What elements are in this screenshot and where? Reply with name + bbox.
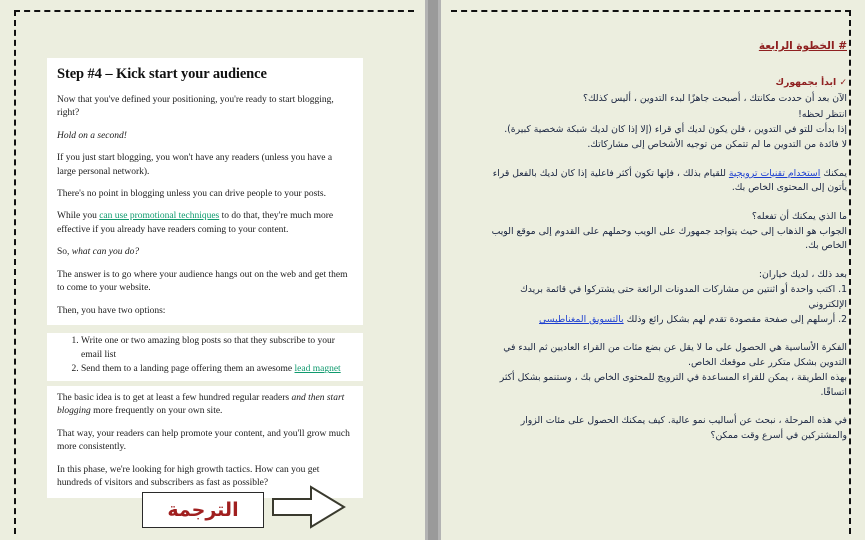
english-paragraph-9-lead: The basic idea is to get at least a few hundred regular readers bbox=[57, 392, 292, 403]
list-item-2-lead: Send them to a landing page offering them an awesome bbox=[81, 364, 295, 375]
english-paragraph-1: Now that you've defined your positioning, you're ready to start blogging, right? bbox=[57, 94, 334, 119]
english-paragraph-10: That way, your readers can help promote your content, and you'll grow much more consistently. bbox=[57, 428, 350, 453]
book-spine-divider bbox=[425, 0, 441, 540]
arabic-gap-2 bbox=[491, 197, 847, 210]
english-paragraph-9-tail: more frequently on your own site. bbox=[90, 406, 223, 417]
promotional-techniques-link[interactable]: can use promotional techniques bbox=[99, 211, 220, 222]
english-paragraph-8: Then, you have two options: bbox=[57, 305, 166, 316]
english-paragraph-6-lead: So, bbox=[57, 247, 72, 258]
arabic-options-intro: بعد ذلك ، لديك خياران: bbox=[758, 268, 847, 280]
arabic-gap-3 bbox=[491, 255, 847, 268]
arabic-page bbox=[441, 0, 865, 540]
english-page bbox=[0, 0, 425, 540]
right-block-arrow-icon bbox=[271, 484, 347, 535]
arabic-gap-1 bbox=[491, 154, 847, 167]
arabic-line-2: انتظر لحظه! bbox=[798, 108, 847, 120]
arabic-promotional-techniques-link[interactable]: استخدام تقنيات ترويجية bbox=[728, 167, 821, 179]
list-item: 1. Write one or two amazing blog posts so that they subscribe to your email list bbox=[81, 335, 353, 362]
arabic-option-2 bbox=[491, 313, 847, 327]
arabic-line-1: الآن بعد أن حددت مكانتك ، أصبحت جاهزًا لبدء التدوين ، أليس كذلك؟ bbox=[583, 93, 847, 105]
block-gap-1 bbox=[47, 325, 363, 333]
english-options-list bbox=[57, 335, 353, 376]
arabic-paragraph-5b: بهذه الطريقة ، يمكن للقراء المساعدة في الترويج للمحتوى الخاص بك ، وستنمو بشكل أكثر اتساقًا. bbox=[499, 372, 847, 398]
arabic-line-4: لا فائدة من التدوين ما لم تتمكن من توجيه الأشخاص إلى مشاركاتك. bbox=[587, 139, 847, 151]
english-paragraph-2: Hold on a second! bbox=[57, 130, 127, 141]
arabic-check-text: ابدأ بجمهورك bbox=[775, 77, 837, 89]
english-paragraph-6 bbox=[57, 246, 353, 259]
arabic-lead-magnet-link[interactable]: بالتسويق المغناطيسي bbox=[539, 314, 624, 326]
english-paragraph-5-tail: to do that, they're much more effective if you already have readers coming to your content. bbox=[57, 211, 334, 235]
page-title: Step #4 – Kick start your audience bbox=[57, 66, 267, 82]
english-content-column bbox=[47, 58, 363, 498]
english-paragraph-5 bbox=[57, 210, 353, 237]
english-paragraph-9 bbox=[57, 392, 353, 419]
english-closing-block bbox=[47, 386, 363, 498]
arabic-heading: # الخطوة الرابعة bbox=[758, 40, 847, 52]
english-paragraph-9-emphasis: and then start blogging bbox=[57, 392, 345, 417]
translate-control[interactable] bbox=[142, 484, 347, 535]
arabic-content-column bbox=[491, 38, 847, 444]
english-options-block bbox=[47, 333, 363, 380]
arabic-option-2-lead: 2. أرسلهم إلى صفحة مقصودة تقدم لهم بشكل رائع وذلك bbox=[623, 314, 847, 326]
arabic-option-1: 1. اكتب واحدة أو اثنتين من مشاركات المدونات الرائعة حتى يشتركوا في قائمة بريدك الإلكتروني bbox=[520, 284, 847, 310]
arabic-line-3: إذا بدأت للتو في التدوين ، فلن يكون لديك أي قراء (إلا إذا كان لديك شبكة شخصية كبيرة). bbox=[504, 124, 847, 136]
arabic-answer: الجواب هو الذهاب إلى حيث يتواجد جمهورك على الويب وحملهم على القدوم إلى موقع الويب الخاص بك. bbox=[491, 226, 847, 252]
list-item bbox=[81, 363, 353, 376]
english-paragraph-6-emphasis: what can you do? bbox=[71, 247, 140, 258]
english-paragraph-4: There's no point in blogging unless you can drive people to your posts. bbox=[57, 189, 326, 199]
arabic-paragraph-2-tail: للقيام بذلك ، فإنها تكون أكثر فاعلية إذا كان لديك بالفعل قراء يأتون إلى المحتوى الخاص بك. bbox=[492, 167, 847, 194]
english-paragraph-7: The answer is to go where your audience hangs out on the web and get them to come to your website. bbox=[57, 269, 348, 294]
arabic-paragraph-5a: الفكرة الأساسية هي الحصول على ما لا يقل عن بضع مئات من القراء العاديين ثم البدء في التدوين بشكل متكرر على موقعك الخاص. bbox=[503, 342, 847, 368]
lead-magnet-link[interactable]: lead magnet bbox=[294, 364, 341, 375]
arabic-gap-5 bbox=[491, 401, 847, 414]
english-paragraph-11: In this phase, we're looking for high growth tactics. How can you get hundreds of visitors and subscribers as fast as possible? bbox=[57, 464, 320, 489]
english-paragraph-3: If you just start blogging, you won't have any readers (unless you have a large personal network). bbox=[57, 153, 333, 177]
arabic-paragraph-2 bbox=[491, 167, 847, 196]
arabic-paragraph-2-lead: يمكنك bbox=[820, 167, 847, 179]
arabic-question: ما الذي يمكنك أن تفعله؟ bbox=[751, 210, 847, 222]
arabic-check-bullet-line bbox=[491, 76, 847, 91]
english-paragraph-5-lead: While you bbox=[57, 211, 100, 222]
translate-button[interactable]: الترجمة bbox=[142, 492, 264, 528]
arabic-paragraph-6: في هذه المرحلة ، نبحث عن أساليب نمو عالية. كيف يمكنك الحصول على مئات الزوار والمشتركين في أسرع وقت ممكن؟ bbox=[520, 415, 847, 441]
check-icon: ✓ bbox=[839, 78, 847, 89]
arabic-gap-4 bbox=[491, 328, 847, 341]
english-intro-block bbox=[47, 58, 363, 325]
